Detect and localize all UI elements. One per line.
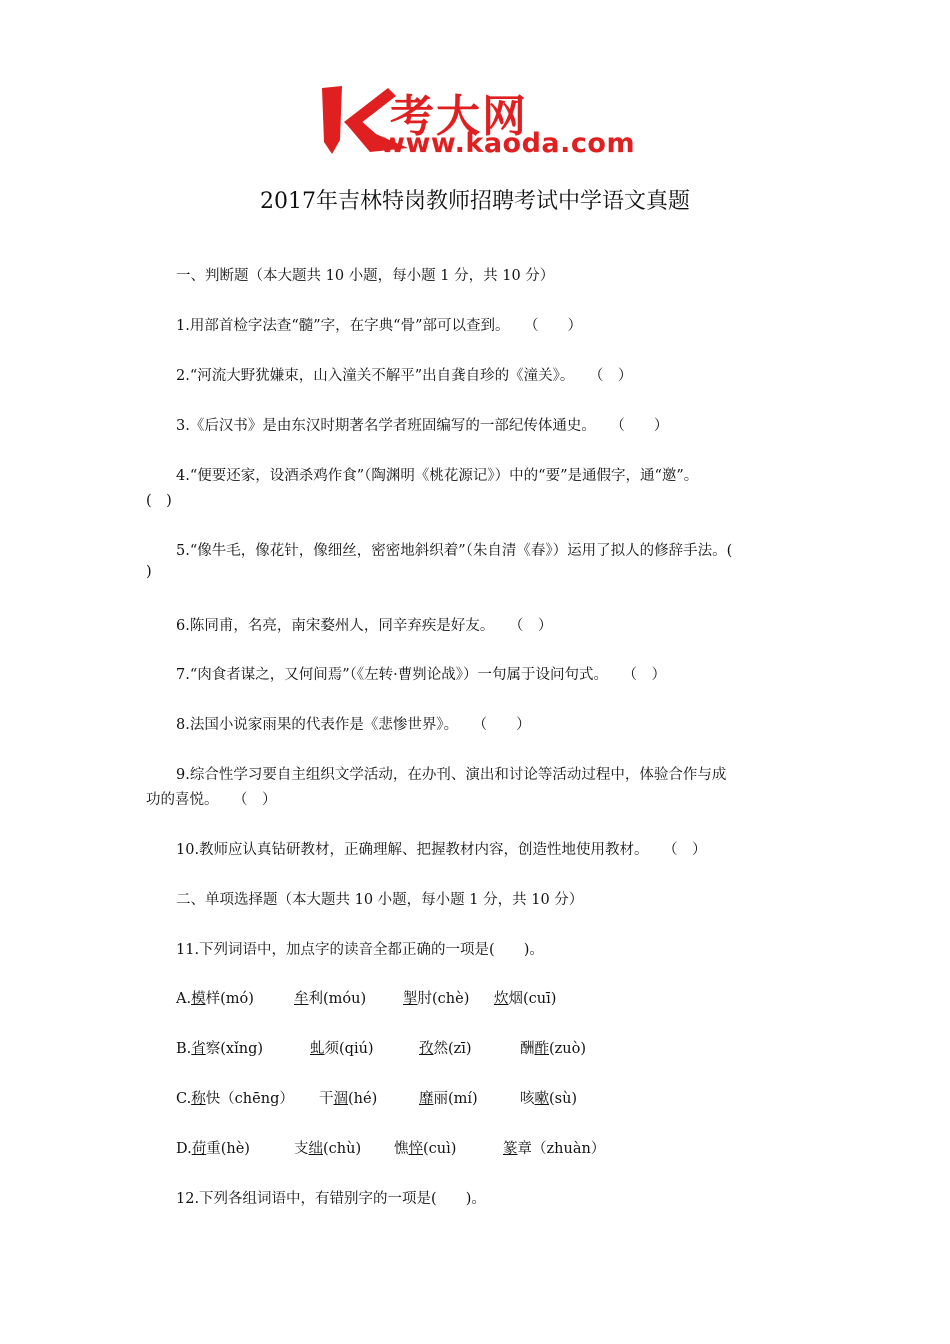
option-c-word-4: 咳嗽(sù) — [520, 1091, 578, 1107]
option-d-word-1: D.荷重(hè) — [176, 1141, 250, 1157]
page-title: 2017年吉林特岗教师招聘考试中学语文真题 — [260, 189, 690, 214]
option-c-word-1: C.称快（chēng） — [176, 1091, 294, 1107]
question-10: 10.教师应认真钻研教材，正确理解、把握教材内容，创造性地使用教材。 （ ） — [176, 842, 707, 858]
option-b-word-4: 酬酢(zuò) — [520, 1041, 587, 1057]
question-2: 2.“河流大野犹嫌束，山入潼关不解平”出自龚自珍的《潼关》。 （ ） — [176, 368, 633, 384]
section-heading-judgement: 一、判断题（本大题共 10 小题，每小题 1 分，共 10 分） — [176, 268, 555, 284]
option-a-word-2: 牟利(móu) — [294, 991, 367, 1007]
option-c-word-2: 干涸(hé) — [319, 1091, 378, 1107]
question-12: 12.下列各组词语中，有错别字的一项是( )。 — [176, 1191, 486, 1207]
kaoda-logo — [318, 82, 640, 164]
question-6: 6.陈同甫，名亮，南宋婺州人，同辛弃疾是好友。 （ ） — [176, 618, 553, 634]
option-a-word-3: 掣肘(chè) — [403, 991, 470, 1007]
option-b-word-2: 虬须(qiú) — [310, 1041, 374, 1057]
question-11: 11.下列词语中，加点字的读音全都正确的一项是( )。 — [176, 942, 544, 958]
question-7: 7.“肉食者谋之，又何间焉”（《左转·曹刿论战》）一句属于设问句式。 （ ） — [176, 667, 667, 683]
option-a-word-1: A.模样(mó) — [176, 991, 254, 1007]
question-3: 3.《后汉书》是由东汉时期著名学者班固编写的一部纪传体通史。 （ ） — [176, 418, 669, 434]
option-d-word-4: 篆章（zhuàn） — [503, 1141, 606, 1157]
question-9-line2: 功的喜悦。 （ ） — [146, 792, 277, 808]
question-5-line2: ) — [146, 564, 152, 580]
question-9-line1: 9.综合性学习要自主组织文学活动，在办刊、演出和讨论等活动过程中，体验合作与成 — [176, 767, 727, 783]
option-a-word-4: 炊烟(cuī) — [494, 991, 557, 1007]
option-b-word-1: B.省察(xǐng) — [176, 1041, 264, 1057]
option-c-word-3: 靡丽(mí) — [419, 1091, 478, 1107]
question-8: 8.法国小说家雨果的代表作是《悲惨世界》。 （ ） — [176, 717, 531, 733]
question-4-line2: ( ) — [146, 493, 172, 509]
logo-brand-text: 考大网 — [390, 91, 528, 142]
question-4-line1: 4.“便要还家，设酒杀鸡作食”（陶渊明《桃花源记》）中的“要”是通假字，通“邀”。 — [176, 468, 699, 484]
option-d-word-2: 支绌(chù) — [294, 1141, 362, 1157]
logo-url-text: www.kaoda.com — [380, 128, 636, 159]
question-1: 1.用部首检字法查“髓”字，在字典“骨”部可以查到。 （ ） — [176, 318, 582, 334]
question-5-line1: 5.“像牛毛，像花针，像细丝，密密地斜织着”（朱自清《春》）运用了拟人的修辞手法。( — [176, 543, 733, 559]
section-heading-single-choice: 二、单项选择题（本大题共 10 小题，每小题 1 分，共 10 分） — [176, 892, 584, 908]
option-d-word-3: 憔悴(cuì) — [394, 1141, 457, 1157]
option-b-word-3: 孜然(zī) — [419, 1041, 472, 1057]
